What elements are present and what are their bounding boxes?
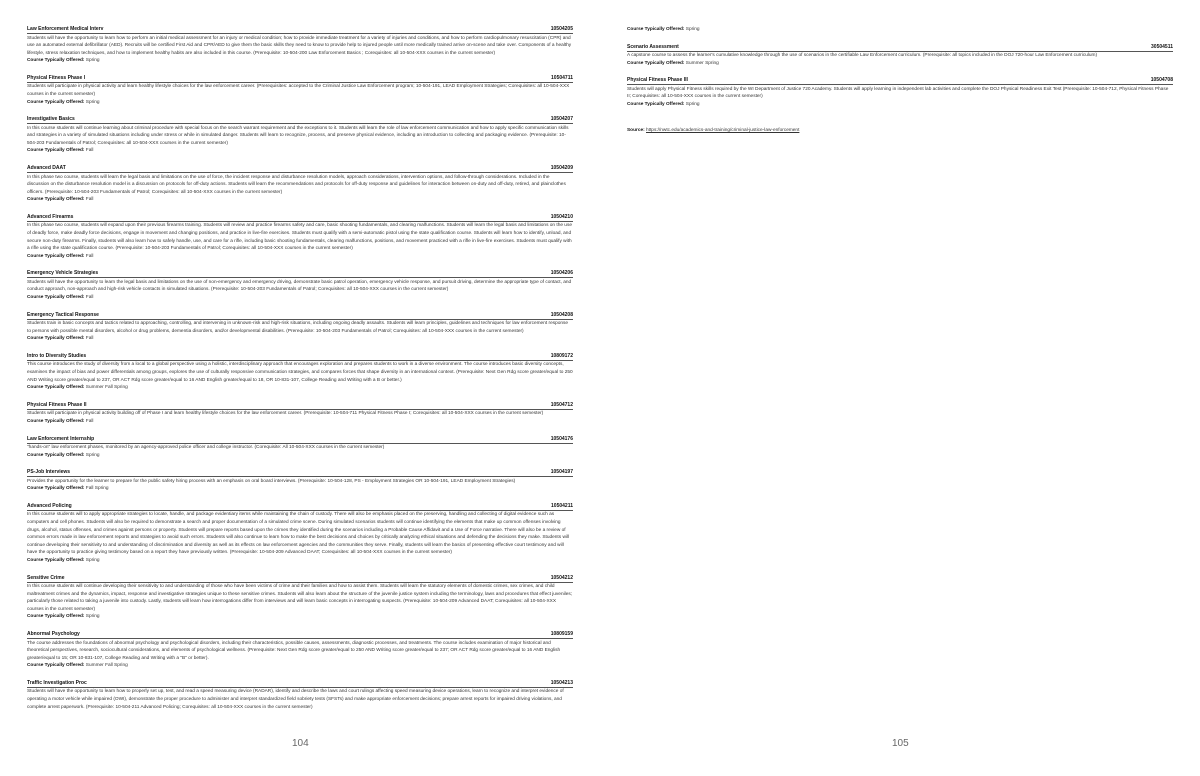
course-entry bbox=[27, 575, 573, 621]
course-entry bbox=[27, 26, 573, 65]
offered-label: Course Typically Offered: bbox=[627, 60, 685, 66]
course-offered bbox=[627, 60, 1173, 68]
offered-value: Fall bbox=[85, 148, 94, 154]
course-title: Physical Fitness Phase III bbox=[627, 77, 688, 84]
course-header bbox=[27, 116, 573, 124]
course-description: This course introduces the study of diversity from a local to a global perspective using a holistic, interdisciplinary approach that encourages exploration and prepares students to work in a diverse environment. The course introduces basic diversity concepts, examines the impact of bias and power differentials among groups, explores the use of culturally responsive communication strategies, and compares forces that shape diversity in an international context. (Prerequisite: Next Gen Rdg score greater/equal to 250 AND Writing score greater/equal to 237, OR ACT Rdg score greater/equal to 16 AND English greater/equal to 18, OR 10-831-107, College Reading and Writing with a B or better.) bbox=[27, 362, 573, 383]
course-title: Advanced Policing bbox=[27, 502, 72, 509]
course-title: Scenario Assessment bbox=[627, 43, 679, 50]
page-number-left: 104 bbox=[292, 738, 309, 749]
course-code: 10504708 bbox=[1150, 77, 1173, 84]
course-code: 10504197 bbox=[550, 469, 573, 476]
course-code: 10504711 bbox=[551, 74, 573, 81]
offered-value: Spring bbox=[85, 99, 100, 105]
course-description: Students will participate in physical activity and learn healthy lifestyle choices for the law enforcement career. (Prerequisites: accepted to the Criminal Justice Law Enforcement program; 10-504-191, LEAD Employment Strategies; Corequisites: all 10-504-XXX courses in the current semester) bbox=[27, 84, 570, 97]
course-header bbox=[27, 436, 573, 444]
course-offered bbox=[27, 452, 573, 460]
course-header bbox=[27, 270, 573, 278]
course-code: 10504208 bbox=[550, 311, 573, 318]
course-offered bbox=[27, 196, 573, 204]
course-entry bbox=[27, 165, 573, 204]
offered-value: Fall bbox=[85, 253, 94, 259]
course-entry bbox=[627, 44, 1173, 68]
course-title: Advanced DAAT bbox=[27, 165, 66, 172]
course-description: "hands-on" law enforcement phases, monitored by an agency-approved police officer and college instructor. (Corequisite: All 10-504-XXX courses in the current semester) bbox=[27, 445, 385, 450]
course-code: 10809159 bbox=[550, 631, 573, 637]
course-header bbox=[27, 469, 573, 477]
course-entry bbox=[27, 270, 573, 301]
course-title: Investigative Basics bbox=[27, 116, 75, 123]
course-entry bbox=[627, 77, 1173, 108]
offered-value: Fall bbox=[85, 295, 94, 301]
right-page bbox=[627, 26, 1173, 134]
course-description: In this phase two course, students will learn the legal basis and limitations on the use of force, the incident response and disturbance resolution models, approach considerations, intervention options, and follow-through considerations. Included in the discussion on the disturbance resolution model is a discussion on protocols for off-duty actions. Students will learn the recommendations and protocols for off-duty response and guidelines for interaction between on-duty and off-duty, retired, and plainclothes officers. (Prerequisite: 10-504-203 Fundamentals of Patrol; Corequisites: all 10-504-XXX courses in the current semester) bbox=[27, 174, 566, 195]
offered-label: Course Typically Offered: bbox=[627, 27, 685, 32]
course-description: In this phase two course, students will expand upon their previous firearms training. Students will review and practice firearms safety and care, basic shooting fundamentals, and clearing malfunctions. Students will learn the legal basis and limitations on the use of deadly force, make deadly force decisions, engage in movement and changing positions, and practice in live-fire exercises. Students must qualify with a semi-automatic pistol using the state qualification course. Students will learn how to identify, unload, and secure non-duty firearms. Finally, students will also learn how to safely handle, use, and care for a rifle, including basic shooting fundamentals, clearing malfunctions, positions, and movement practiced with a rifle in live-fire exercises. Students must qualify with a rifle using the state qualification course. (Prerequisite: 10-504-203 Fundamentals of Patrol; Corequisites: all 10-504-XXX courses in the current semester) bbox=[27, 223, 572, 252]
page-number-right: 105 bbox=[892, 738, 909, 749]
course-entry bbox=[27, 75, 573, 106]
course-code: 10809172 bbox=[550, 352, 573, 359]
course-description: In this course students will to apply appropriate strategies to locate, handle, and package evidentiary items while maintaining the chain of custody. There will also be emphasis placed on the preserving, handling and collecting of digital evidence such as computers and cell phones. Students will also be required to demonstrate a search and proper documentation of a simulated crime scene. During simulated scenarios students will continue identifying the elements that make up common offenses involving drugs, alcohol, status offenses, and crimes against persons or property. Students will prepare reports based upon the crimes they identified during the scenarios including a Probable Cause Affidavit and a Use of Force narrative. There will also be a review of common errors made in law enforcement reports and strategies to avoid such errors. Students will also continue to learn how to make the best decisions and choices by critically analyzing ethical situations and defending the decisions they make. Students will continue developing their sensitivity to and understanding of discrimination and diversity as well as its effects on law enforcement agencies and the communities they serve. Finally, students will learn the basics of presenting effective court testimony and will have the opportunity to practice giving testimony based on a report they have previously written. (Prerequisite: 10-504-209 Advanced DAAT; Corequisites: all 10-504-XXX courses in the current semester) bbox=[27, 512, 570, 556]
course-code: 10504712 bbox=[550, 401, 573, 408]
course-entry bbox=[27, 503, 573, 565]
right-course-list bbox=[627, 44, 1173, 109]
course-header bbox=[27, 503, 573, 511]
course-description: In this course students will continue learning about criminal procedure with special focus on the search warrant requirement and the exceptions to it. Students will learn the role of law enforcement communication and how to apply specific communication skills and strategies in a variety of simulated situations including under stress or while in simulated danger. Students will learn to recognize, process, and preserve physical evidence, including an introduction to collecting and packaging evidence. (Prerequisite: 10-504-203 Fundamentals of Patrol; Corequisites: all 10-504-XXX courses in the current semester) bbox=[27, 125, 569, 146]
course-title: PS-Job Interviews bbox=[27, 469, 71, 476]
course-entry bbox=[27, 353, 573, 392]
source-line bbox=[627, 127, 1173, 134]
course-offered bbox=[27, 147, 573, 155]
course-title: Physical Fitness Phase I bbox=[27, 74, 86, 81]
offered-value: Summer Spring bbox=[685, 60, 719, 66]
course-code: 30504511 bbox=[1151, 43, 1173, 50]
course-title: Law Enforcement Medical Interv bbox=[27, 26, 104, 32]
course-offered bbox=[27, 294, 573, 302]
course-code: 10504210 bbox=[550, 213, 573, 220]
offered-label: Course Typically Offered: bbox=[27, 557, 85, 563]
course-offered bbox=[27, 662, 573, 670]
course-header bbox=[27, 575, 573, 583]
offered-value: Spring bbox=[85, 557, 100, 563]
offered-value: Fall bbox=[85, 336, 94, 342]
course-code: 10504213 bbox=[550, 679, 573, 686]
course-description: Students will have the opportunity to learn how to perform an initial medical assessment for an injury or medical condition; how to provide immediate treatment for a variety of injuries and conditions, and how to perform cardiopulmonary resuscitation (CPR) and use an automated external defibrillator (AED). Recruits will be certified First Aid and CPR/AED to give them the basic skills they need to know to provide help to injured people until more medically trained arrive on-scene and take over. Components of a healthy lifestyle, stress relaxation techniques, and how to implement healthy habits are also included in this course. (Prerequisite: 10-504-200 Law Enforcement Basics ; Corequisites: all 10-504-XXX courses in the current semester) bbox=[27, 35, 572, 56]
course-description: Students will participate in physical activity building off of Phase I and learn healthy lifestyle choices for the law enforcement career. (Prerequisite: 10-504-711 Physical Fitness Phase I; Corequisites: all 10-504-XXX courses in the current semester) bbox=[27, 411, 544, 417]
course-offered bbox=[27, 253, 573, 261]
left-page bbox=[27, 26, 573, 721]
offered-label: Course Typically Offered: bbox=[27, 99, 85, 105]
course-description: Students train in basic concepts and tactics related to approaching, controlling, and intervening in unknown-risk and high-risk situations, including ongoing deadly assaults. Students will learn principles, guidelines and techniques for law enforcement response to persons with possible mental disorders, alcohol or drug problems, dementia disorders, and/or developmental disabilities. (Prerequisite: 10-504-203 Fundamentals of Patrol; Corequisites: all 10-504-XXX courses in the current semester) bbox=[27, 321, 569, 334]
course-entry bbox=[27, 469, 573, 493]
source-link[interactable]: https://nwtc.edu/academics-and-training/criminal-justice-law-enforcement bbox=[646, 127, 800, 133]
offered-value: Spring bbox=[85, 614, 100, 620]
course-title: Emergency Tactical Response bbox=[27, 311, 99, 318]
offered-label: Course Typically Offered: bbox=[27, 614, 85, 620]
course-offered bbox=[27, 57, 573, 65]
course-header bbox=[27, 26, 573, 34]
offered-value: Fall bbox=[85, 418, 94, 424]
course-entry bbox=[27, 631, 573, 670]
course-header bbox=[627, 77, 1173, 85]
course-title: Sensitive Crime bbox=[27, 574, 65, 581]
source-label: Source: bbox=[627, 127, 645, 133]
course-entry bbox=[27, 116, 573, 155]
offered-label: Course Typically Offered: bbox=[27, 663, 85, 669]
course-code: 10504206 bbox=[550, 270, 573, 277]
course-offered bbox=[627, 26, 1173, 34]
course-offered bbox=[27, 418, 573, 426]
course-code: 10504211 bbox=[551, 502, 573, 509]
offered-label: Course Typically Offered: bbox=[27, 58, 85, 64]
course-header bbox=[27, 75, 573, 83]
course-header bbox=[627, 44, 1173, 52]
course-description: Students will have the opportunity to learn how to properly set up, test, and read a speed measuring device (RADAR), identify and describe the laws and court rulings affecting speed measuring device operations, learn to recognize and interpret evidence of operating a motor vehicle while impaired (OWI), demonstrate the proper procedure to administer and interpret standardized field sobriety tests (SFSTs) and make appropriate enforcement decisions; prepare arrest reports for impaired driving violations, and complete arrest paperwork. (Prerequisite: 10-504-211 Advanced Policing; Corequisites: all 10-504-XXX courses in the current semester) bbox=[27, 689, 564, 710]
course-header bbox=[27, 631, 573, 639]
offered-label: Course Typically Offered: bbox=[27, 295, 85, 301]
course-code: 10504207 bbox=[550, 116, 573, 123]
course-header bbox=[27, 402, 573, 410]
course-entry bbox=[27, 312, 573, 343]
offered-label: Course Typically Offered: bbox=[27, 486, 85, 492]
offered-label: Course Typically Offered: bbox=[27, 197, 85, 203]
offered-label: Course Typically Offered: bbox=[27, 148, 85, 154]
offered-label: Course Typically Offered: bbox=[27, 452, 85, 458]
offered-value: Summer Fall Spring bbox=[85, 385, 128, 391]
course-description: The course addresses the foundations of abnormal psychology and psychological disorders, including their characteristics, possible causes, assessments, diagnostic processes, and treatments. The course includes examination of major historical and theoretical perspectives, research, sociocultural considerations, and elements of psychological wellness. (Prerequisite: Next Gen Rdg score greater/equal to 250 AND Writing score greater/equal to 237; OR ACT Rdg score greater/equal to 16 AND English greater/equal to 15; OR 10-831-107, College Reading and Writing with a "B" or better). bbox=[27, 640, 561, 661]
offered-label: Course Typically Offered: bbox=[27, 418, 85, 424]
offered-value: Spring bbox=[685, 27, 700, 32]
course-offered bbox=[27, 99, 573, 107]
course-description: Provides the opportunity for the learner to prepare for the public safety hiring process with an emphasis on oral board interviews. (Prerequisite: 10-504-128, PS - Employment Strategies OR 10-504-191, LEAD Employment Strategies) bbox=[27, 478, 516, 484]
offered-label: Course Typically Offered: bbox=[27, 385, 85, 391]
offered-value: Summer Fall Spring bbox=[85, 663, 128, 669]
course-title: Abnormal Psychology bbox=[27, 631, 80, 637]
offered-label: Course Typically Offered: bbox=[627, 101, 685, 107]
course-offered bbox=[27, 485, 573, 493]
offered-label: Course Typically Offered: bbox=[27, 336, 85, 342]
course-title: Emergency Vehicle Strategies bbox=[27, 270, 99, 277]
course-offered bbox=[27, 384, 573, 392]
course-entry bbox=[27, 436, 573, 460]
offered-value: Fall Spring bbox=[85, 486, 109, 492]
course-offered bbox=[627, 101, 1173, 109]
course-title: Physical Fitness Phase II bbox=[27, 401, 87, 408]
course-entry bbox=[27, 680, 573, 711]
offered-label: Course Typically Offered: bbox=[27, 253, 85, 259]
course-entry bbox=[27, 402, 573, 426]
course-title: Advanced Firearms bbox=[27, 213, 74, 220]
course-code: 10504205 bbox=[550, 26, 573, 32]
offered-value: Spring bbox=[85, 58, 100, 64]
course-code: 10504176 bbox=[550, 435, 573, 442]
course-header bbox=[27, 214, 573, 222]
course-header bbox=[27, 680, 573, 688]
course-code: 10504209 bbox=[550, 165, 573, 172]
course-description: In this course students will continue developing their sensitivity to and understanding of those who have been victims of crime and their families and how to assist them. Students will learn the statutory elements of domestic crimes, sex crimes, and child maltreatment crimes and the dynamics, impact, response and investigative strategies unique to these sensitive crimes. Students will also learn about the structure of the juvenile justice system including the terminology, laws and procedures that effect juveniles; particularly those related to taking a juvenile into custody. Lastly, students will learn how interrogations differ from interviews and will learn basic concepts in interrogating suspects. (Prerequisite: 10-504-209 Advanced DAAT; Corequisites: all 10-504-XXX courses in the current semester) bbox=[27, 584, 573, 612]
course-description: Students will have the opportunity to learn the legal basis and limitations on the use of non-emergency and emergency driving, demonstrate basic patrol operation, emergency vehicle response, and pursuit driving, determine the appropriate type of contact, and conduct approach, non-approach and high-risk vehicle contacts in simulated situations. (Prerequisite: 10-504-203 Fundamentals of Patrol; Corequisites: all 10-504-XXX courses in the current semester) bbox=[27, 279, 572, 293]
course-header bbox=[27, 312, 573, 320]
offered-value: Spring bbox=[85, 452, 100, 458]
course-entry bbox=[27, 214, 573, 260]
course-code: 10504212 bbox=[550, 574, 573, 581]
course-header bbox=[27, 165, 573, 173]
course-title: Law Enforcement Internship bbox=[27, 435, 95, 442]
course-title: Intro to Diversity Studies bbox=[27, 352, 87, 359]
course-header bbox=[27, 353, 573, 361]
course-offered bbox=[27, 335, 573, 343]
course-offered bbox=[27, 613, 573, 621]
offered-value: Fall bbox=[85, 197, 94, 203]
course-title: Traffic Investigation Proc bbox=[27, 679, 87, 686]
course-offered bbox=[27, 557, 573, 565]
offered-value: Spring bbox=[685, 101, 700, 107]
course-description: A capstone course to assess the learner's cumulative knowledge through the use of scenarios in the certifiable Law Enforcement curriculum. (Prerequisite: all topics included in the DOJ 720-hour Law Enforcement curriculum) bbox=[627, 53, 1098, 59]
course-description: Students will apply Physical Fitness skills required by the WI Department of Justice 720 Academy. Students will apply learning in independent lab activities and complete the DOJ Physical Readiness Exit Test (Prerequisite: 10-504-712, Physical Fitness Phase II; Corequisites: all 10-504-XXX courses in the current semester) bbox=[627, 86, 1169, 100]
